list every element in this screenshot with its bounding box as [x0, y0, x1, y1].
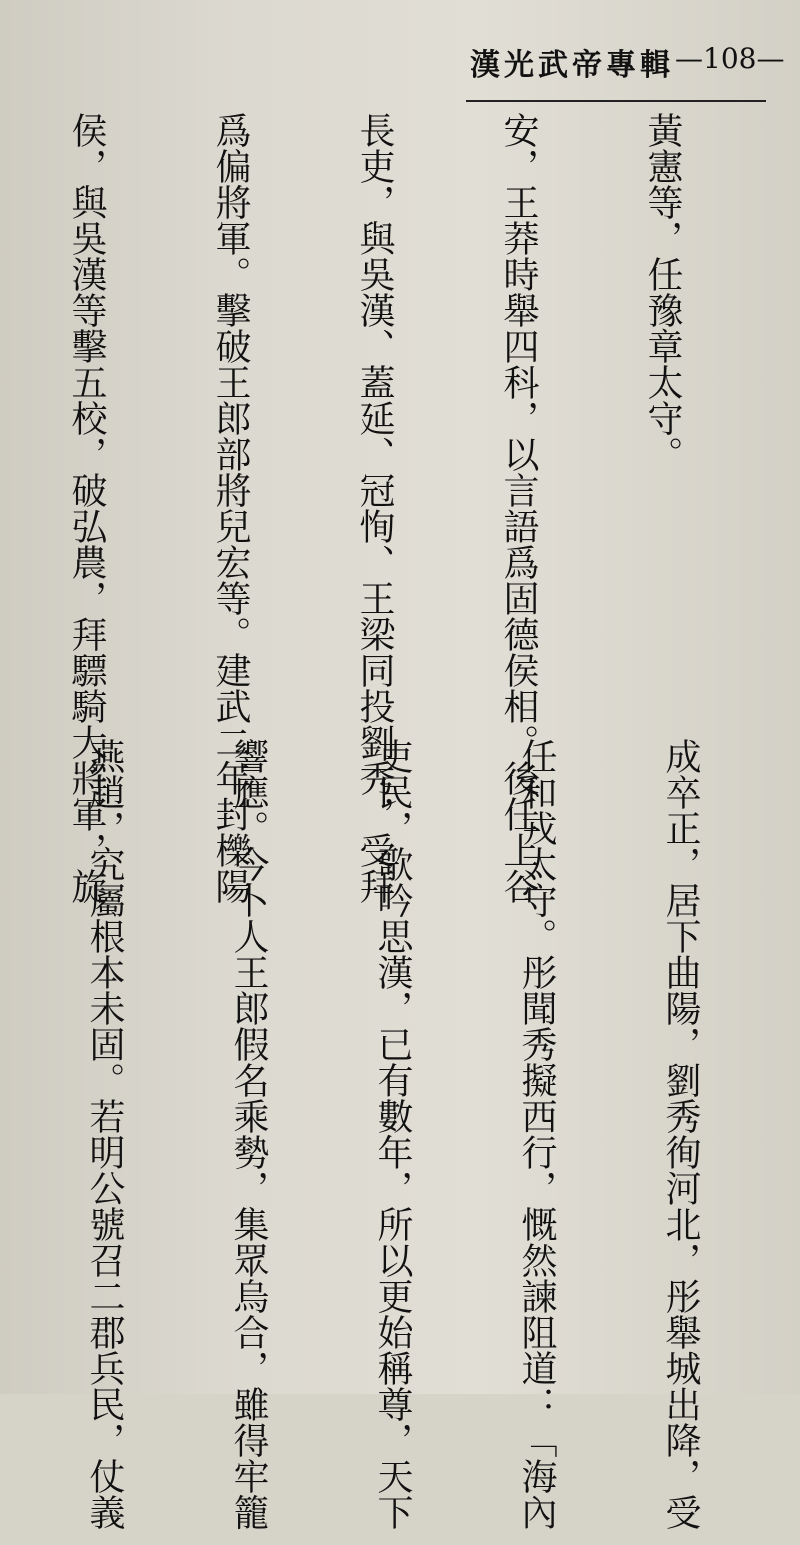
book-title: 漢光武帝專輯 — [470, 48, 674, 83]
text-column: 長吏，與吳漢、蓋延、冠恂、王梁同投劉秀，受拜 — [354, 112, 395, 904]
text-column: 成卒正，居下曲陽，劉秀徇河北，彤舉城出降，受 — [660, 738, 701, 1530]
text-column: 燕趙，究屬根本未固。若明公號召二郡兵民，仗義 — [84, 738, 125, 1530]
page-number: —108— — [675, 42, 785, 75]
text-column: 吏民，歌吟思漢，已有數年，所以更始稱尊，天下 — [372, 738, 413, 1530]
header-rule — [466, 100, 766, 102]
text-column: 黃憲等，任豫章太守。 — [642, 112, 683, 472]
text-column: 侯，與吳漢等擊五校，破弘農，拜驃騎大將軍，旋 — [66, 112, 107, 904]
text-column: 爲偏將軍。擊破王郎部將兒宏等。建武二年封櫟陽 — [210, 112, 251, 904]
text-column: 響應。今卜人王郎假名乘勢，集眾烏合，雖得牢籠 — [228, 738, 269, 1530]
text-column: 任和戎太守。彤聞秀擬西行，慨然諫阻道：「海內 — [516, 738, 557, 1530]
text-column: 安，王莽時舉四科，以言語爲固德侯相。後任上谷 — [498, 112, 539, 904]
upper-text-block — [66, 112, 782, 904]
lower-text-block — [66, 738, 800, 1530]
running-header — [470, 40, 790, 100]
